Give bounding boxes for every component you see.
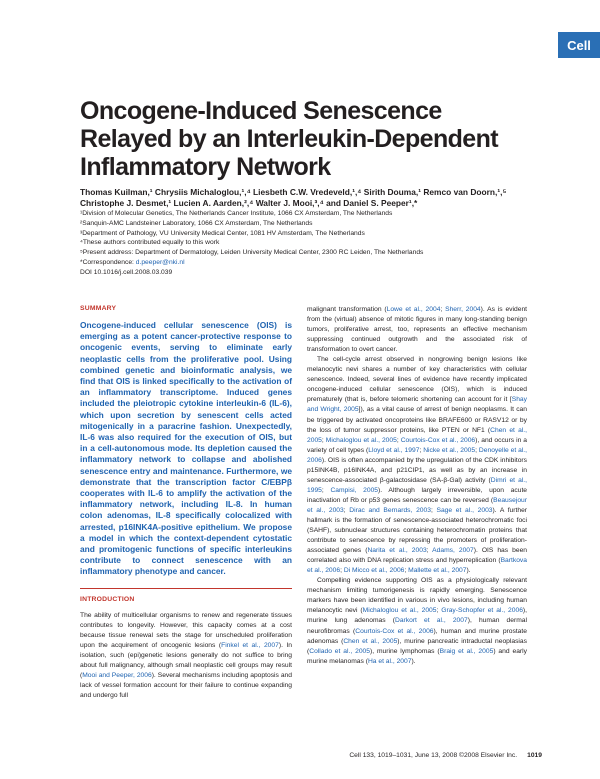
summary-heading: SUMMARY <box>80 305 117 312</box>
author-list: Thomas Kuilman,¹ Chrysiis Michaloglou,¹,⁴ Liesbeth C.W. Vredeveld,¹,⁴ Sirith Douma,¹ Remco van Doorn,¹,⁵ Christophe J. Desmet,¹ Lucien A. Aarden,²,⁴ Walter J. Mooi,³,⁴ and Daniel S. Peeper¹,* <box>80 187 507 208</box>
reference-link[interactable]: Dirac and Bernards, 2003 <box>349 506 431 514</box>
doi: DOI 10.1016/j.cell.2008.03.039 <box>80 268 173 276</box>
reference-link[interactable]: Sherr, 2004 <box>445 306 481 313</box>
reference-link[interactable]: Di Micco et al., 2006 <box>343 567 405 575</box>
reference-link[interactable]: Bartkova et al., 2006 <box>307 557 527 575</box>
reference-link[interactable]: Nicke et al., 2005 <box>423 446 476 454</box>
reference-link[interactable]: Dimri et al., 1995 <box>307 476 527 494</box>
right-column <box>307 305 527 667</box>
page-number: 1019 <box>527 752 542 759</box>
reference-link[interactable]: Beausejour et al., 2003 <box>307 496 527 514</box>
affiliation-4: ⁴These authors contributed equally to this work <box>80 239 220 247</box>
affiliation-5: ⁵Present address: Department of Dermatology, Leiden University Medical Center, 2300 RC Leiden, The Netherlands <box>80 249 424 257</box>
correspondence-email-link[interactable]: d.peeper@nki.nl <box>135 258 185 266</box>
affiliations <box>80 209 540 278</box>
body-paragraph-2: The cell-cycle arrest observed in nongrowing benign lesions like melanocytic nevi shares a number of key characteristics with cellular senescence. Indeed, several lines of evidence have recently implicated oncogene-induced cellular senescence (OIS), which is induced prematurely (that is, before telomeric shortening can account for it [Shay and Wright, 2005]), as a vital cause of arrest of benign neoplasms. It can be triggered by activated oncoproteins like BRAFE600 or RASV12 or by the loss of tumor suppressor proteins, like PTEN or NF1 (Chen et al., 2005; Michaloglou et al., 2005; Courtois-Cox et al., 2006), and occurs in a variety of cell types (Lloyd et al., 1997; Nicke et al., 2005; Denoyelle et al., 2006). OIS is often accompanied by the upregulation of the CDK inhibitors p15INK4B, p16INK4A, and p21CIP1, as well as by an increase in senescence-associated β-galactosidase (SA-β-Gal) activity (Dimri et al., 1995; Campisi, 2005). Although largely irreversible, upon acute inactivation of Rb or p53 genes senescence can be reversed (Beausejour et al., 2003; Dirac and Bernards, 2003; Sage et al., 2003). A further hallmark is the formation of senescence-associated heterochromatic foci (SAHF), subnuclear structures containing heterochromatin proteins that contribute to senescence by repressing the promoters of proliferation-associated genes (Narita et al., 2003; Adams, 2007). OIS has been correlated also with DNA replication stress and hyperreplication (Bartkova et al., 2006; Di Micco et al., 2006; Mallette et al., 2007). <box>307 356 528 575</box>
reference-link[interactable]: Shay and Wright, 2005 <box>307 396 527 414</box>
reference-link[interactable]: Chen et al., 2005 <box>343 637 398 645</box>
intro-paragraph-1: The ability of multicellular organisms to renew and regenerate tissues contributes to longevity. However, this capacity comes at a cost because tissue renewal sets the stage for unscheduled proliferation upon the acquirement of oncogenic lesions (Finkel et al., 2007). In isolation, such (epi)genetic lesions generally do not suffice to bring about full malignancy, although small neoplastic cell groups may result (Mooi and Peeper, 2006). Several mechanisms including apoptosis and lack of vessel formation account for their failure to continue expanding and undergo full <box>80 611 293 700</box>
reference-link[interactable]: Michaloglou et al., 2005 <box>362 607 437 615</box>
reference-link[interactable]: Campisi, 2005 <box>330 486 379 494</box>
reference-link[interactable]: Adams, 2007 <box>432 547 474 555</box>
affiliation-3: ³Department of Pathology, VU University Medical Center, 1081 HV Amsterdam, The Netherlands <box>80 229 365 237</box>
reference-link[interactable]: Finkel et al., 2007 <box>221 641 279 649</box>
affiliation-1: ¹Division of Molecular Genetics, The Netherlands Cancer Institute, 1066 CX Amsterdam, The Netherlands <box>80 210 393 217</box>
reference-link[interactable]: Collado et al., 2005 <box>309 647 370 655</box>
reference-link[interactable]: Braig et al., 2005 <box>439 647 494 655</box>
body-paragraph-1: malignant transformation (Lowe et al., 2004; Sherr, 2004). As is evident from the (virtual) absence of mitotic figures in many long-standing benign tumors, proliferative arrest, too, represents an effective mechanism suppressing continued outgrowth and the associated risk of transformation to overt cancer. <box>307 306 528 354</box>
reference-link[interactable]: Sage et al., 2003 <box>436 506 493 514</box>
reference-link[interactable]: Darkort et al., 2007 <box>394 617 468 625</box>
affiliation-2: ²Sanquin-AMC Landsteiner Laboratory, 1066 CX Amsterdam, The Netherlands <box>80 219 313 227</box>
article-title: Oncogene-Induced Senescence Relayed by an Interleukin-Dependent Inflammatory Network <box>80 97 498 181</box>
body-paragraph-3: Compelling evidence supporting OIS as a physiologically relevant mechanism limiting tumorigenesis is rapidly emerging. Senescence markers have been identified in various in vivo lesions, including human melanocytic nevi (Michaloglou et al., 2005; Gray-Schopfer et al., 2006), murine lung adenomas (Darkort et al., 2007), human dermal neurofibromas (Courtois-Cox et al., 2006), human and murine prostate adenomas (Chen et al., 2005), murine pancreatic intraductal neoplasias (Collado et al., 2005), murine lymphomas (Braig et al., 2005) and early murine melanomas (Ha et al., 2007). <box>307 577 528 665</box>
reference-link[interactable]: Mooi and Peeper, 2006 <box>82 671 152 679</box>
reference-link[interactable]: Courtois-Cox et al., 2006 <box>355 627 434 635</box>
section-divider <box>80 588 292 589</box>
reference-link[interactable]: Courtois-Cox et al., 2006 <box>400 436 476 444</box>
left-column <box>80 305 292 701</box>
reference-link[interactable]: Lloyd et al., 1997 <box>368 446 420 454</box>
introduction-heading: INTRODUCTION <box>80 595 135 603</box>
reference-link[interactable]: Narita et al., 2003 <box>367 547 427 555</box>
page-footer <box>349 752 542 759</box>
reference-link[interactable]: Chen et al., 2005 <box>307 426 527 444</box>
summary-text: Oncogene-induced cellular senescence (OIS) is emerging as a potent cancer-protective response to oncogenic events, serving to eliminate early neoplastic cells from the proliferative pool. Using combined genetic and bioinformatic analysis, we find that OIS is linked specifically to the activation of an inflammatory transcriptome. Induced genes included the pleiotropic cytokine interleukin-6 (IL-6), which upon secretion by senescent cells acted mitogenically in a paracrine fashion. Unexpectedly, IL-6 was also required for the execution of OIS, but in a cell-autonomous mode. Its depletion caused the inflammatory network to collapse and abolished senescence entry and maintenance. Furthermore, we demonstrate that the transcription factor C/EBPβ cooperates with IL-6 to amplify the activation of the inflammatory network, including IL-8. In human colon adenomas, IL-8 specifically colocalized with arrested, p16INK4A-positive epithelium. We propose a model in which the context-dependent cytostatic and promitogenic functions of specific interleukins contribute to connect senescence with an inflammatory phenotype and cancer. <box>80 320 292 577</box>
correspondence-label: *Correspondence: <box>80 258 136 266</box>
reference-link[interactable]: Denoyelle et al., 2006 <box>307 446 528 464</box>
reference-link[interactable]: Gray-Schopfer et al., 2006 <box>441 607 523 615</box>
footer-citation: Cell 133, 1019–1031, June 13, 2008 ©2008 Elsevier Inc. <box>349 752 518 759</box>
correspondence <box>80 258 540 268</box>
reference-link[interactable]: Michaloglou et al., 2005 <box>325 436 397 444</box>
journal-logo: Cell <box>558 32 600 58</box>
reference-link[interactable]: Mallette et al., 2007 <box>408 567 467 575</box>
reference-link[interactable]: Lowe et al., 2004 <box>386 306 441 313</box>
reference-link[interactable]: Ha et al., 2007 <box>367 657 412 665</box>
